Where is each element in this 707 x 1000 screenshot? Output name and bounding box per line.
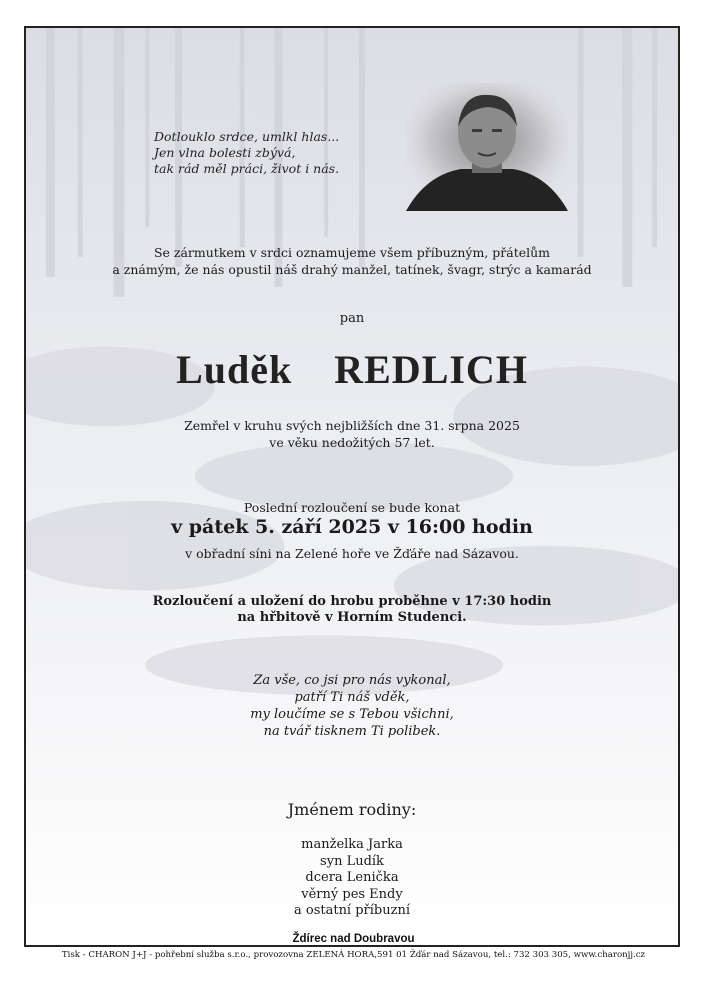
death-line: Zemřel v kruhu svých nejbližších dne 31. srpna 2025 bbox=[184, 418, 520, 433]
verse-line: Dotlouklo srdce, umlkl hlas... bbox=[154, 129, 340, 144]
announcement-line: a známým, že nás opustil náš drahý manžel, tatínek, švagr, strýc a kamarád bbox=[112, 262, 592, 277]
announcement-text bbox=[26, 244, 678, 278]
farewell-place: v obřadní síni na Zelené hoře ve Žďáře nad Sázavou. bbox=[185, 546, 519, 561]
closing-verse bbox=[26, 672, 678, 740]
verse-line: na tvář tisknem Ti polibek. bbox=[263, 724, 441, 739]
family-heading: Jménem rodiny: bbox=[287, 800, 417, 819]
farewell-intro: Poslední rozloučení se bude konat bbox=[243, 500, 461, 515]
family-list bbox=[26, 837, 678, 920]
farewell-date: v pátek 5. září 2025 v 16:00 hodin bbox=[171, 516, 533, 538]
announcement-line: Se zármutkem v srdci oznamujeme všem příbuzným, přátelům bbox=[153, 245, 551, 260]
family-member: syn Ludík bbox=[320, 853, 384, 869]
death-line: ve věku nedožitých 57 let. bbox=[269, 435, 435, 450]
portrait-photo bbox=[406, 83, 568, 211]
obituary-frame bbox=[24, 26, 680, 947]
verse-line: my loučíme se s Tebou všichni, bbox=[250, 707, 454, 722]
verse-line: Za vše, co jsi pro nás vykonal, bbox=[253, 673, 451, 688]
deceased-name: Luděk REDLICH bbox=[176, 347, 528, 392]
family-member: dcera Lenička bbox=[305, 870, 399, 885]
town-name: Ždírec nad Doubravou bbox=[292, 933, 415, 945]
burial-line: Rozloučení a uložení do hrobu proběhne v 17:30 hodin bbox=[152, 594, 552, 609]
family-member: věrný pes Endy bbox=[301, 886, 403, 902]
burial-notice bbox=[26, 594, 678, 626]
honorific: pan bbox=[339, 311, 365, 326]
burial-line: na hřbitově v Horním Studenci. bbox=[237, 610, 467, 625]
death-notice bbox=[26, 417, 678, 451]
funeral-service-footer: Tisk - CHARON J+J - pohřební služba s.r.o., provozovna ZELENÁ HORA,591 01 Žďár nad Sázavou, tel.: 732 303 305, www.charonjj.cz bbox=[61, 950, 646, 960]
opening-verse bbox=[154, 129, 384, 177]
verse-line: patří Ti náš vděk, bbox=[294, 690, 410, 705]
verse-line: Jen vlna bolesti zbývá, bbox=[154, 145, 296, 160]
verse-line: tak rád měl práci, život i nás. bbox=[154, 161, 340, 176]
family-member: a ostatní příbuzní bbox=[293, 903, 410, 918]
family-member: manželka Jarka bbox=[301, 837, 403, 852]
